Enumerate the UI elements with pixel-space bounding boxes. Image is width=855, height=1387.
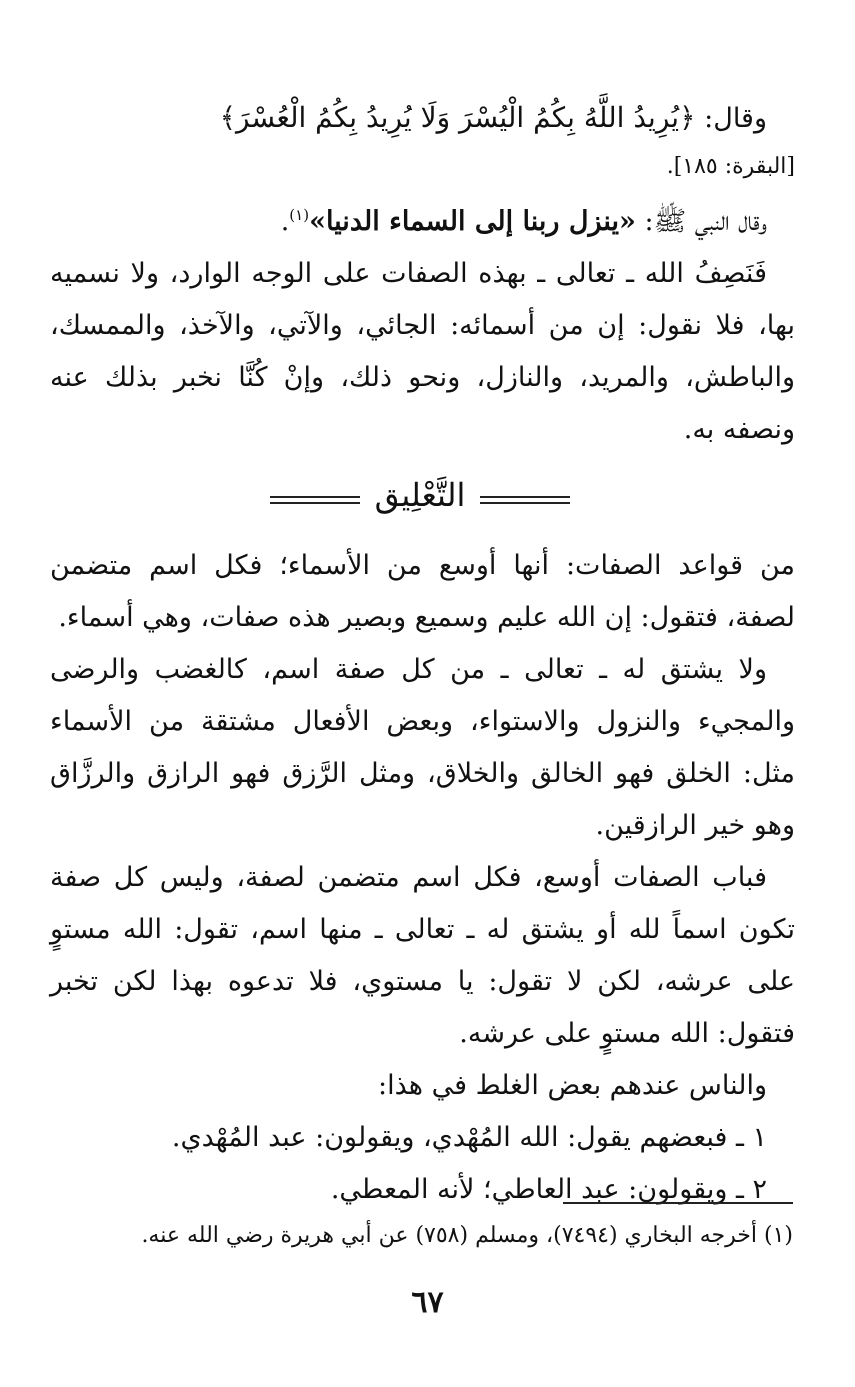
footnote: (١) أخرجه البخاري (٧٤٩٤)، ومسلم (٧٥٨) عن أبي هريرة رضي الله عنه.: [141, 1223, 793, 1248]
ayah-reference: [البقرة: ١٨٥].: [666, 154, 795, 179]
qala-label: وقال:: [704, 103, 767, 134]
list-item: ١ ـ فبعضهم يقول: الله المُهْدي، ويقولون: عبد المُهْدي.: [171, 1122, 767, 1153]
section-heading: [270, 472, 570, 532]
commentary-paragraph: ولا يشتق له ـ تعالى ـ من كل صفة اسم، كالغضب والرضى والمجيء والنزول والاستواء، وبعض الأفعال مشتقة من الأسماء مثل: الخلق فهو الخالق والخلاق، ومثل الرَّزق فهو الرازق والرزَّاق وهو خير الرازقين.: [50, 654, 795, 841]
top-section: [50, 92, 795, 456]
hadith-line: وقال النبي ﷺ: «ينزل ربنا إلى السماء الدنيا»$^{(١)}$.: [280, 206, 767, 237]
heading-rule-left-1: [270, 496, 360, 498]
heading-title: التَّعْلِيق: [374, 476, 466, 514]
ayah-line: [50, 92, 795, 145]
commentary-paragraph: والناس عندهم بعض الغلط في هذا:: [377, 1070, 767, 1101]
quran-verse: ﴿يُرِيدُ اللَّهُ بِكُمُ الْيُسْرَ وَلَا يُرِيدُ بِكُمُ الْعُسْرَ﴾: [219, 101, 696, 134]
commentary-paragraph: من قواعد الصفات: أنها أوسع من الأسماء؛ فكل اسم متضمن لصفة، فتقول: إن الله عليم وسميع وبصير هذه صفات، وهي أسماء.: [50, 550, 795, 633]
heading-rule-right-2: [480, 502, 570, 504]
commentary-section: [50, 540, 795, 1216]
page-number: ٦٧: [411, 1285, 444, 1320]
heading-rule-right-1: [480, 496, 570, 498]
hadith-text: «ينزل ربنا إلى السماء الدنيا»: [309, 206, 636, 237]
footnote-divider: [563, 1202, 793, 1204]
heading-rule-left-2: [270, 502, 360, 504]
list-item: ٢ ـ ويقولون: عبد العاطي؛ لأنه المعطي.: [330, 1174, 767, 1205]
footnote-marker: (١): [289, 206, 310, 224]
paragraph-sifat: فَنَصِفُ الله ـ تعالى ـ بهذه الصفات على الوجه الوارد، ولا نسميه بها، فلا نقول: إن من أسمائه: الجائي، والآتي، والآخذ، والممسك، والباطش، والمريد، والنازل، ونحو ذلك، وإنْ كُنَّا نخبر بذلك عنه ونصفه به.: [50, 258, 795, 445]
commentary-paragraph: فباب الصفات أوسع، فكل اسم متضمن لصفة، وليس كل صفة تكون اسماً لله أو يشتق له ـ تعالى ـ منها اسم، تقول: الله مستوٍ على عرشه، لكن لا تقول: يا مستوي، فلا تدعوه بهذا لكن تخبر فتقول: الله مستوٍ على عرشه.: [50, 862, 795, 1049]
hadith-intro: وقال النبي ﷺ:: [644, 206, 767, 237]
